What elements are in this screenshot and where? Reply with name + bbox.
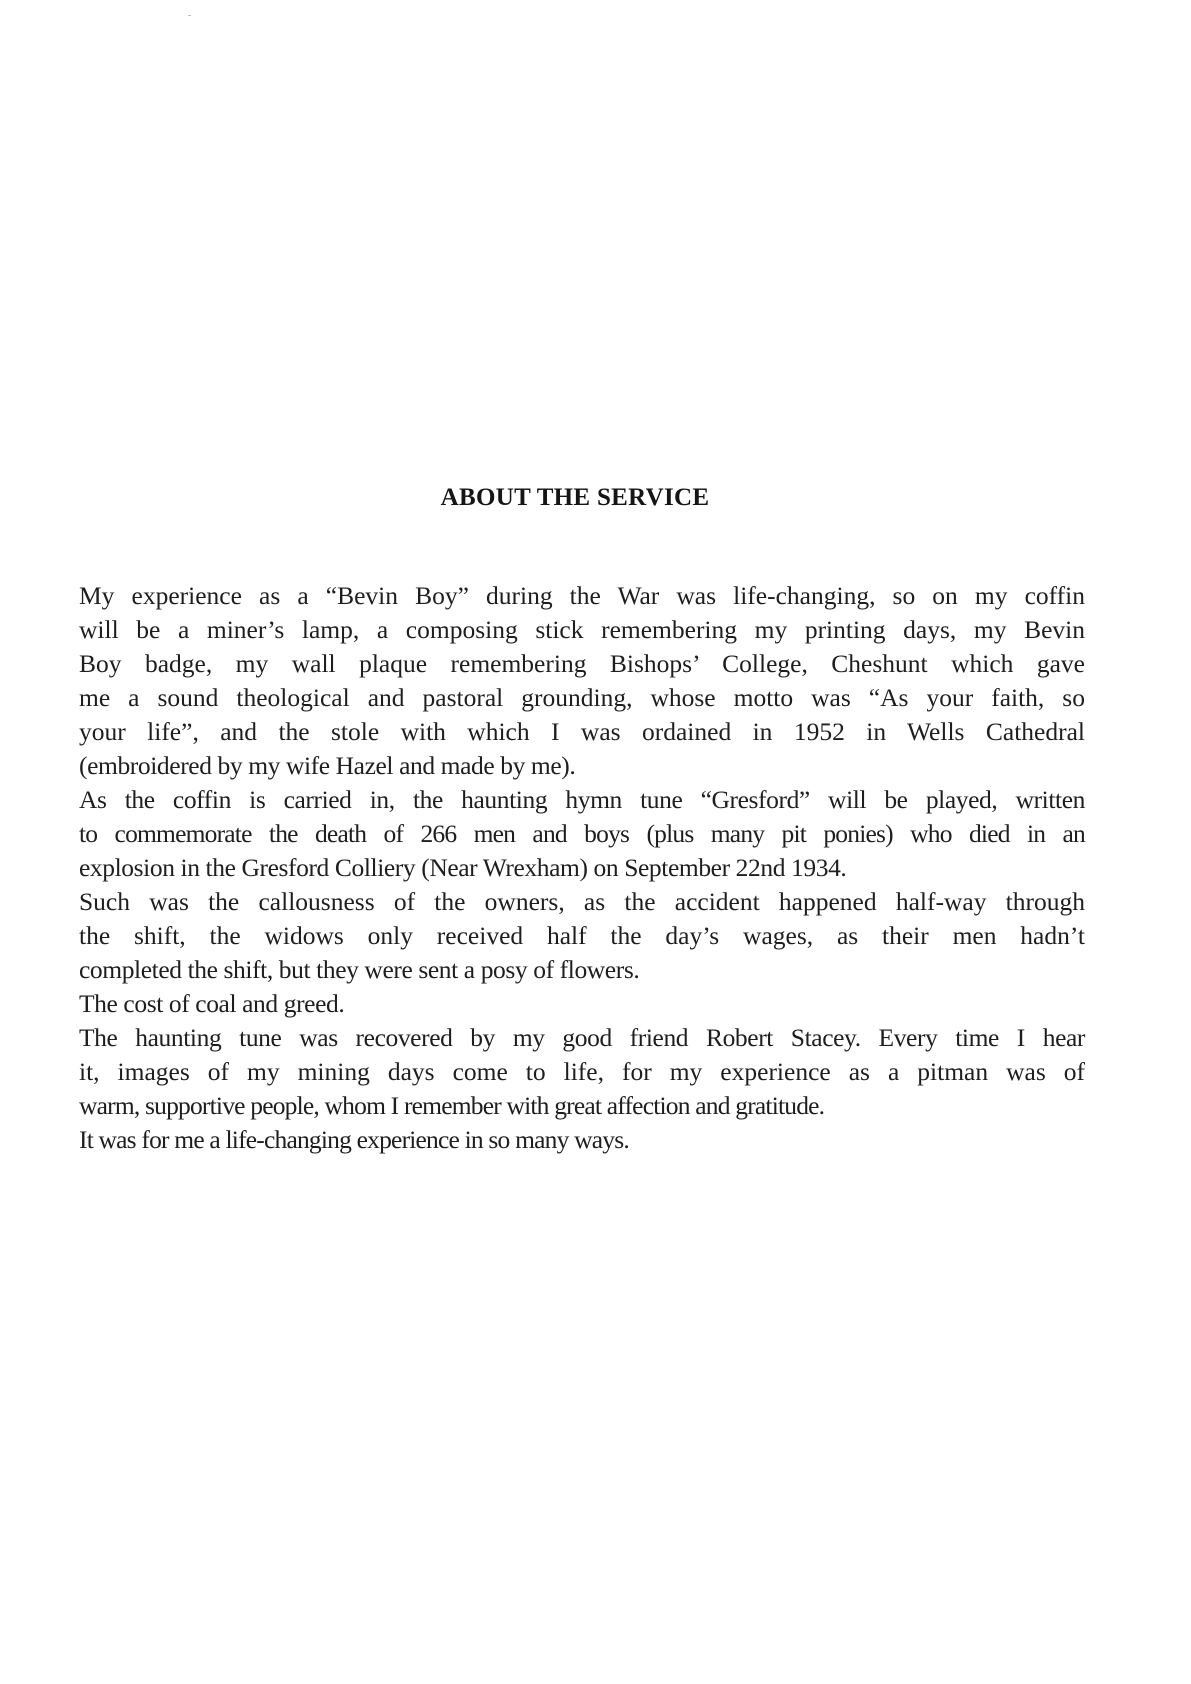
text-line: explosion in the Gresford Colliery (Near Wrexham) on September 22nd 1934.	[79, 853, 847, 882]
page-title: ABOUT THE SERVICE	[440, 484, 710, 511]
body-text	[79, 579, 1085, 1157]
text-line: As the coffin is carried in, the haunting hymn tune “Gresford” will be played, written	[79, 785, 1085, 814]
text-line: Boy badge, my wall plaque remembering Bishops’ College, Cheshunt which gave	[79, 649, 1085, 678]
text-line: (embroidered by my wife Hazel and made by me).	[79, 751, 576, 780]
text-line: your life”, and the stole with which I was ordained in 1952 in Wells Cathedral	[79, 717, 1085, 746]
text-line: The cost of coal and greed.	[79, 989, 345, 1018]
text-line: the shift, the widows only received half the day’s wages, as their men hadn’t	[79, 921, 1085, 950]
text-line: completed the shift, but they were sent a posy of flowers.	[79, 955, 640, 984]
text-line: The haunting tune was recovered by my good friend Robert Stacey. Every time I hear	[79, 1023, 1085, 1052]
text-line: Such was the callousness of the owners, as the accident happened half-way through	[79, 887, 1085, 916]
text-line: it, images of my mining days come to life, for my experience as a pitman was of	[79, 1057, 1085, 1086]
text-line: me a sound theological and pastoral grounding, whose motto was “As your faith, so	[79, 683, 1085, 712]
text-line: to commemorate the death of 266 men and boys (plus many pit ponies) who died in an	[79, 819, 1085, 848]
text-line: warm, supportive people, whom I remember with great affection and gratitude.	[79, 1091, 825, 1120]
text-line: My experience as a “Bevin Boy” during the War was life-changing, so on my coffin	[79, 581, 1085, 610]
scan-speck	[188, 15, 191, 16]
text-line: will be a miner’s lamp, a composing stick remembering my printing days, my Bevin	[79, 615, 1085, 644]
text-line: It was for me a life-changing experience in so many ways.	[79, 1125, 629, 1154]
